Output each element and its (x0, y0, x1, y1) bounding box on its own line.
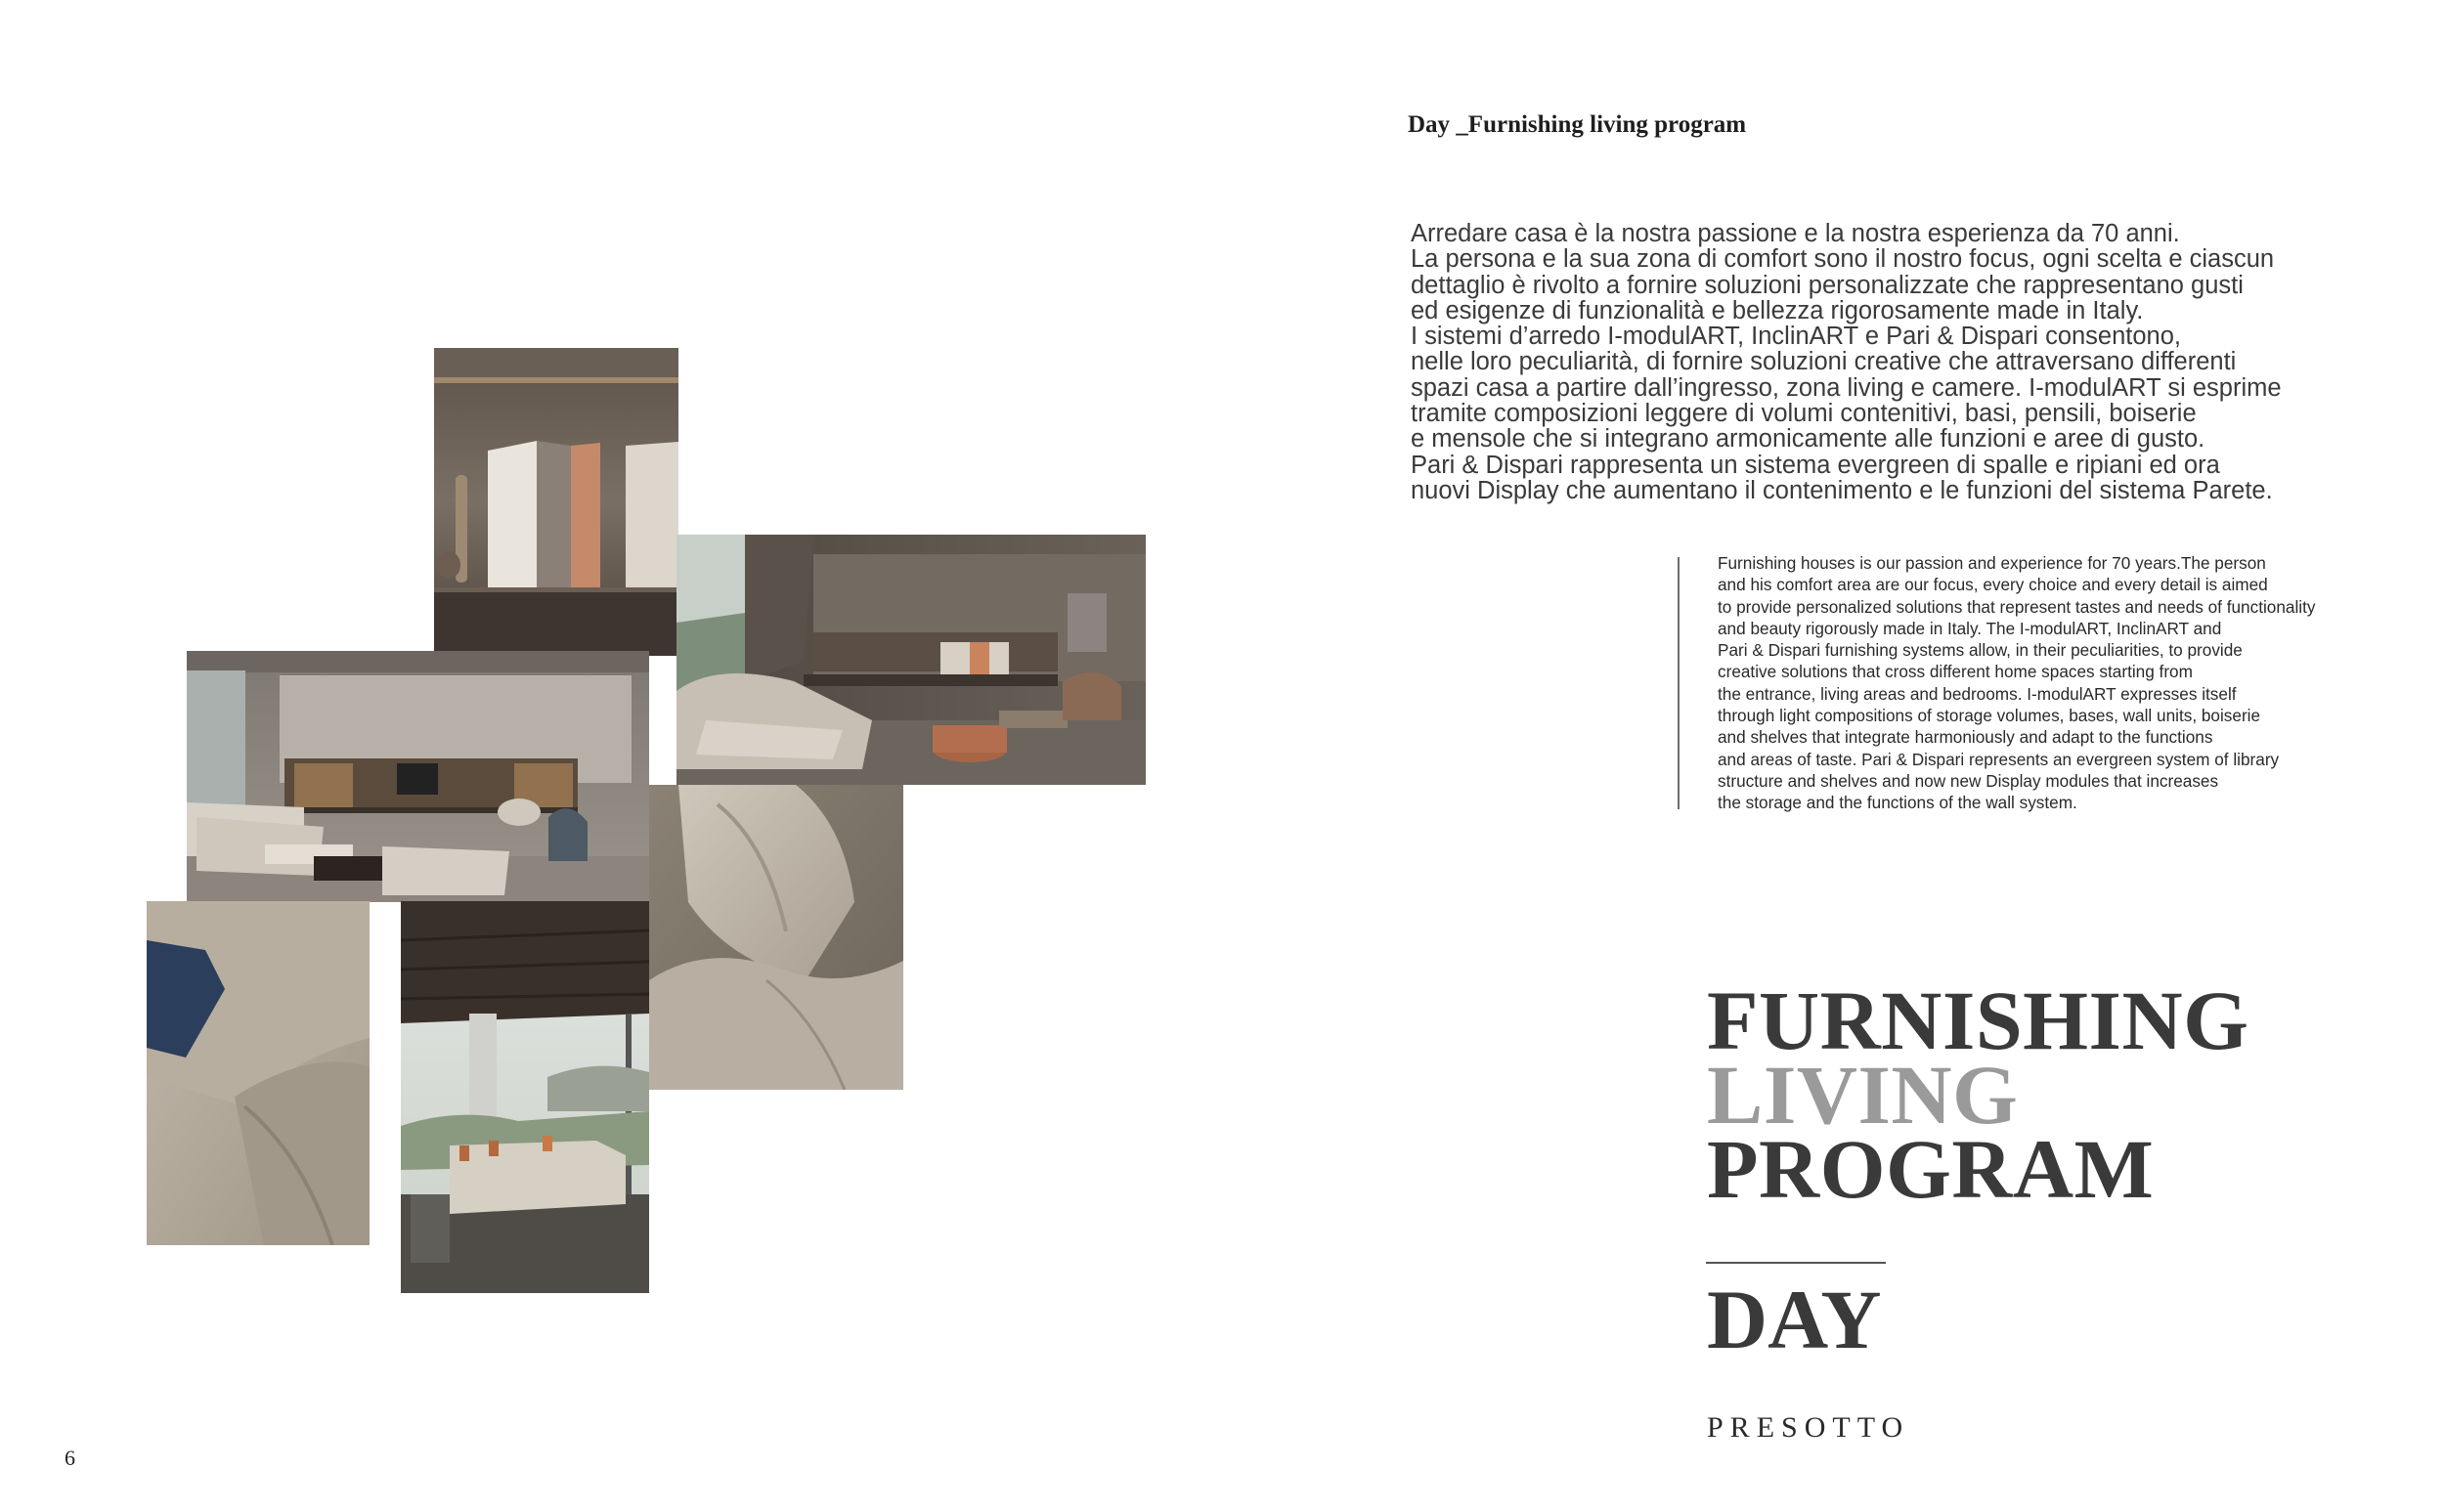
intro-en-line: the entrance, living areas and bedrooms. I-modulART expresses itself (1718, 683, 2237, 704)
intro-en-line: structure and shelves and now new Display modules that increases (1718, 770, 2219, 791)
intro-it-line: nuovi Display che aumentano il contenimento e le funzioni del sistema Parete. (1411, 476, 2273, 504)
photo-glass-house-sofa (401, 901, 649, 1293)
intro-en-line: and areas of taste. Pari & Dispari represents an evergreen system of library (1718, 749, 2280, 769)
photo-cabinet-doors (434, 348, 678, 656)
day-title: DAY (1707, 1273, 1882, 1366)
intro-en-line: Pari & Dispari furnishing systems allow, in their peculiarities, to provide (1718, 640, 2243, 661)
photo-fabric-close-up (147, 901, 370, 1245)
photo-living-room-tv-wall (187, 651, 649, 902)
photo-living-room-wide (676, 535, 1146, 785)
intro-en-line: through light compositions of storage volumes, bases, wall units, boiserie (1718, 706, 2261, 726)
intro-en-line: the storage and the functions of the wall system. (1718, 793, 2077, 813)
intro-it-line: nelle loro peculiarità, di fornire soluzioni creative che attraversano differenti (1411, 348, 2237, 376)
catalog-title (1707, 973, 2249, 1216)
intro-it-line: I sistemi d’arredo I-modulART, InclinART e Pari & Dispari consentono, (1411, 323, 2182, 351)
intro-it-line: tramite composizioni leggere di volumi contenitivi, basi, pensili, boiserie (1411, 400, 2197, 428)
intro-it-line: Arredare casa è la nostra passione e la nostra esperienza da 70 anni. (1411, 220, 2180, 247)
intro-en-line: Furnishing houses is our passion and experience for 70 years.The person (1718, 553, 2266, 573)
intro-en-line: and his comfort area are our focus, every choice and every detail is aimed (1718, 575, 2268, 595)
intro-en-line: creative solutions that cross different home spaces starting from (1718, 662, 2193, 682)
intro-it-line: dettaglio è rivolto a fornire soluzioni personalizzate che rappresentano gusti (1411, 271, 2244, 299)
title-line-furnishing: FURNISHING (1707, 973, 2249, 1067)
intro-en-line: and beauty rigorously made in Italy. The I-modulART, InclinART and (1718, 618, 2222, 638)
title-line-program: PROGRAM (1707, 1122, 2155, 1216)
intro-it-line: Pari & Dispari rappresenta un sistema evergreen di spalle e ripiani ed ora (1411, 451, 2220, 479)
intro-en-line: to provide personalized solutions that represent tastes and needs of functionality (1718, 596, 2316, 617)
intro-english (1718, 552, 2392, 814)
intro-italian (1411, 221, 2349, 503)
intro-it-line: spazi casa a partire dall’ingresso, zona living e camere. I-modulART si esprime (1411, 373, 2282, 402)
intro-it-line: ed esigenze di funzionalità e bellezza rigorosamente made in Italy. (1411, 296, 2144, 324)
brand-logo-text: PRESOTTO (1707, 1411, 1910, 1444)
intro-en-line: and shelves that integrate harmoniously and adapt to the functions (1718, 727, 2213, 748)
section-label: Day _Furnishing living program (1408, 111, 1747, 138)
intro-it-line: La persona e la sua zona di comfort sono il nostro focus, ogni scelta e ciascun (1411, 245, 2275, 274)
intro-it-line: e mensole che si integrano armonicamente alle funzioni e aree di gusto. (1411, 425, 2205, 454)
page-number: 6 (65, 1446, 75, 1470)
english-text-divider (1678, 557, 1680, 809)
title-line-living: LIVING (1707, 1048, 2019, 1142)
title-divider (1706, 1262, 1886, 1264)
photo-sofa-detail (649, 785, 903, 1090)
